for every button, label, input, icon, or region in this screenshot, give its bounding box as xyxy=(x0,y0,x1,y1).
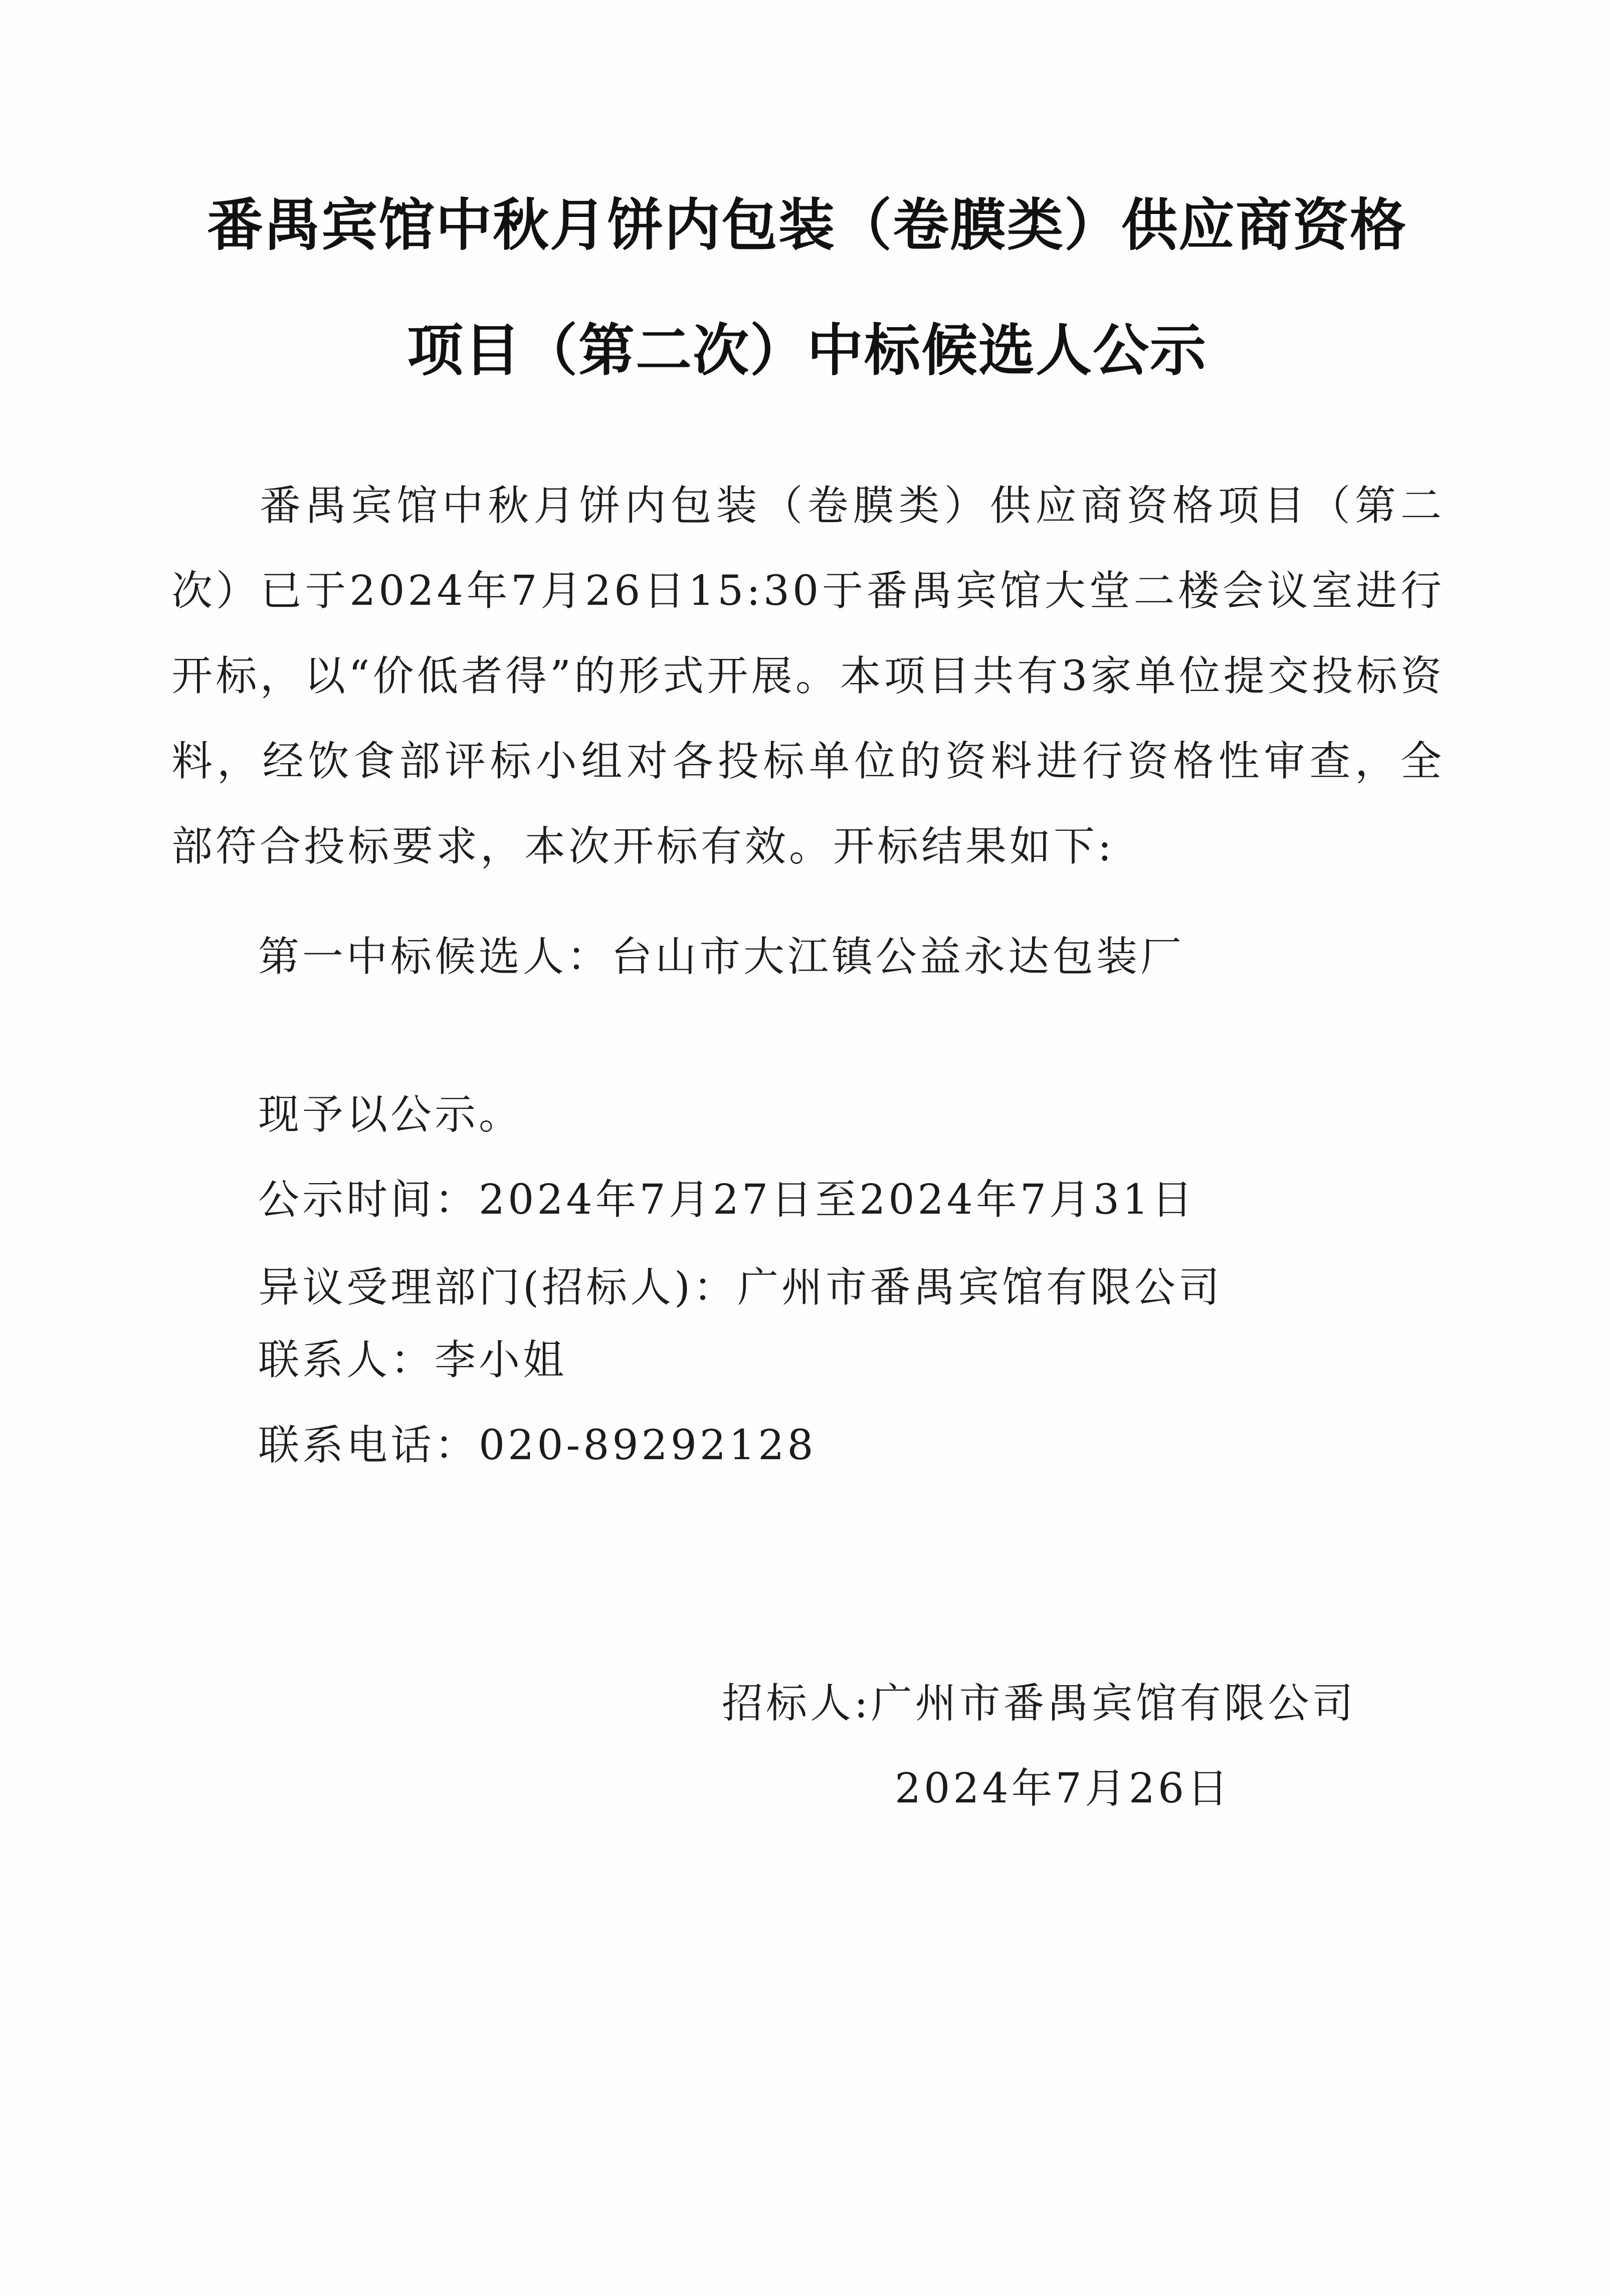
publicity-period: 公示时间：2024年7月27日至2024年7月31日 xyxy=(258,1176,1196,1224)
announce-text: 现予以公示。 xyxy=(258,1091,523,1138)
contact-person: 联系人：李小姐 xyxy=(258,1336,567,1384)
intro-paragraph: 番禺宾馆中秋月饼内包装（卷膜类）供应商资格项目（第二次）已于2024年7月26日15:30于番禺宾馆大堂二楼会议室进行开标，以“价低者得”的形式开展。本项目共有3家单位提交投标资料，经饮食部评标小组对各投标单位的资料进行资格性审查，全部符合投标要求，本次开标有效。开标结果如下: xyxy=(171,482,1445,870)
contact-phone: 联系电话：020-89292128 xyxy=(258,1422,817,1469)
document-title-line-2: 项目（第二次）中标候选人公示 xyxy=(407,318,1207,383)
signature-date: 2024年7月26日 xyxy=(895,1765,1232,1812)
objection-dept: 异议受理部门(招标人)：广州市番禺宾馆有限公司 xyxy=(258,1264,1223,1311)
document-title-line-1: 番禺宾馆中秋月饼内包装（卷膜类）供应商资格 xyxy=(207,193,1407,258)
signature-org: 招标人:广州市番禺宾馆有限公司 xyxy=(722,1680,1356,1727)
first-candidate: 第一中标候选人：台山市大江镇公益永达包装厂 xyxy=(258,933,1185,981)
